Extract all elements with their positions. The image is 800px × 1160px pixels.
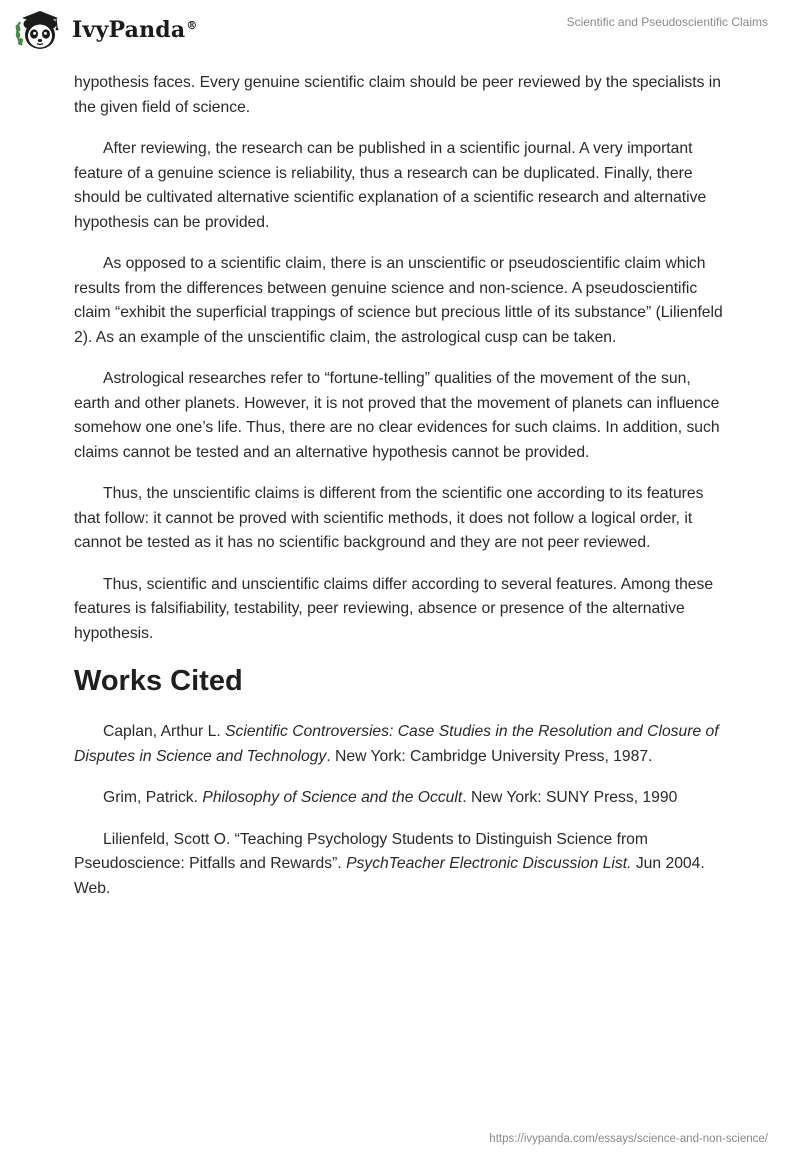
citation-entry: Lilienfeld, Scott O. “Teaching Psychology Students to Distinguish Science from Pseudoscience: Pitfalls and Rewards”. PsychTeacher Electronic Discussion List. Jun 2004. Web. [74, 830, 705, 897]
citation-title: Philosophy of Science and the Occult [202, 789, 463, 806]
paragraph: As opposed to a scientific claim, there is an unscientific or pseudoscientific claim which results from the differences between genuine science and non-science. A pseudoscientific claim “exhibit the superficial trappings of science but precious little of its substance” (Lilienfeld 2). As an example of the unscientific claim, the astrological cusp can be taken. [74, 255, 723, 346]
ivypanda-logo[interactable] [14, 8, 198, 52]
citation-entry: Grim, Patrick. Philosophy of Science and the Occult. New York: SUNY Press, 1990 [103, 789, 678, 806]
citation-title: PsychTeacher Electronic Discussion List. [346, 855, 632, 872]
paragraph: Thus, scientific and unscientific claims differ according to several features. Among these features is falsifiability, testability, peer reviewing, absence or presence of the alternative hypothesis. [74, 575, 714, 642]
paragraph: After reviewing, the research can be published in a scientific journal. A very important feature of a genuine science is reliability, thus a research can be duplicated. Finally, there should be cultivated alternative scientific explanation of a scientific research and alternative hypothesis can be provided. [74, 140, 707, 231]
document-title: Scientific and Pseudoscientific Claims [566, 15, 768, 29]
source-url-link[interactable]: https://ivypanda.com/essays/science-and-non-science/ [489, 1133, 768, 1145]
page-header [0, 0, 800, 60]
essay-body [74, 71, 728, 918]
brand-name: IvyPanda® [72, 17, 198, 43]
citation-entry: Caplan, Arthur L. Scientific Controversies: Case Studies in the Resolution and Closure of Disputes in Science and Technology. New York: Cambridge University Press, 1987. [74, 723, 719, 765]
works-cited-heading: Works Cited [74, 665, 243, 697]
paragraph: Thus, the unscientific claims is different from the scientific one according to its features that follow: it cannot be proved with scientific methods, it does not follow a logical order, it cannot be tested as it has no scientific background and they are not peer reviewed. [74, 485, 704, 551]
paragraph: Astrological researches refer to “fortune-telling” qualities of the movement of the sun, earth and other planets. However, it is not proved that the movement of planets can influence somehow one one’s life. Thus, there are no clear evidences for such claims. In addition, such claims cannot be tested and an alternative hypothesis cannot be provided. [74, 370, 720, 461]
panda-graduate-icon [14, 8, 66, 52]
citation-title: Scientific Controversies: Case Studies in the Resolution and Closure of Disputes in Science and Technology [74, 723, 719, 765]
paragraph: hypothesis faces. Every genuine scientific claim should be peer reviewed by the specialists in the given field of science. [74, 74, 722, 116]
